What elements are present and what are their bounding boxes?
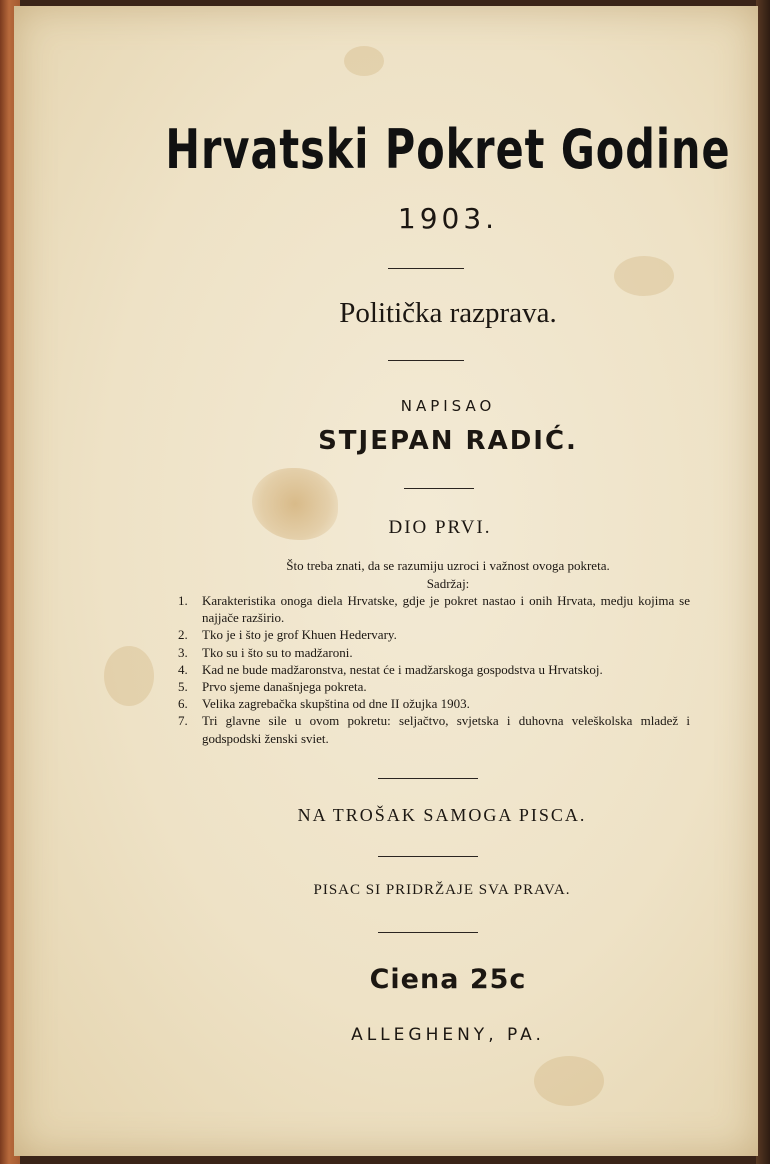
list-item: 3. Tko su i što su to madžaroni. <box>178 644 353 660</box>
table-of-contents <box>178 592 690 747</box>
divider <box>378 778 478 779</box>
part-intro: Što treba znati, da se razumiju uzroci i važnost ovoga pokreta. <box>286 558 610 573</box>
list-item: 7. Tri glavne sile u ovom pokretu: seljačtvo, svjetska i duhovna veleškolska mladež i godspodski ženski sviet. <box>178 713 690 746</box>
author-name: STJEPAN RADIĆ. <box>318 426 578 456</box>
divider <box>404 488 474 489</box>
divider <box>378 856 478 857</box>
list-item: 5. Prvo sjeme današnjega pokreta. <box>178 679 367 695</box>
publication-place: ALLEGHENY, PA. <box>351 1025 545 1045</box>
list-item: 6. Velika zagrebačka skupština od dne II ožujka 1903. <box>178 696 470 712</box>
rights-note: PISAC SI PRIDRŽAJE SVA PRAVA. <box>313 882 571 898</box>
title-page <box>14 6 758 1156</box>
publisher-note: NA TROŠAK SAMOGA PISCA. <box>297 805 587 825</box>
list-item: 2. Tko je i što je grof Khuen Hedervary. <box>178 627 397 643</box>
list-item: 1. Karakteristika onoga diela Hrvatske, gdje je pokret nastao i onih Hrvata, medju kojima se najjače razširio. <box>178 593 690 626</box>
contents-label: Sadržaj: <box>426 576 470 591</box>
book-subtitle: Politička razprava. <box>339 297 557 329</box>
paper-stain <box>344 46 384 76</box>
byline-label: NAPISAO <box>400 397 496 415</box>
book-title: Hrvatski Pokret Godine <box>165 117 731 181</box>
paper-stain <box>614 256 674 296</box>
paper-stain <box>104 646 154 706</box>
price: Ciena 25c <box>369 964 527 995</box>
paper-stain <box>534 1056 604 1106</box>
publication-year: 1903. <box>397 202 499 235</box>
divider <box>378 932 478 933</box>
divider <box>388 360 464 361</box>
divider <box>388 268 464 269</box>
list-item: 4. Kad ne bude madžaronstva, nestat će i madžarskoga gospodstva u Hrvatskoj. <box>178 661 603 677</box>
part-heading: DIO PRVI. <box>388 517 492 538</box>
